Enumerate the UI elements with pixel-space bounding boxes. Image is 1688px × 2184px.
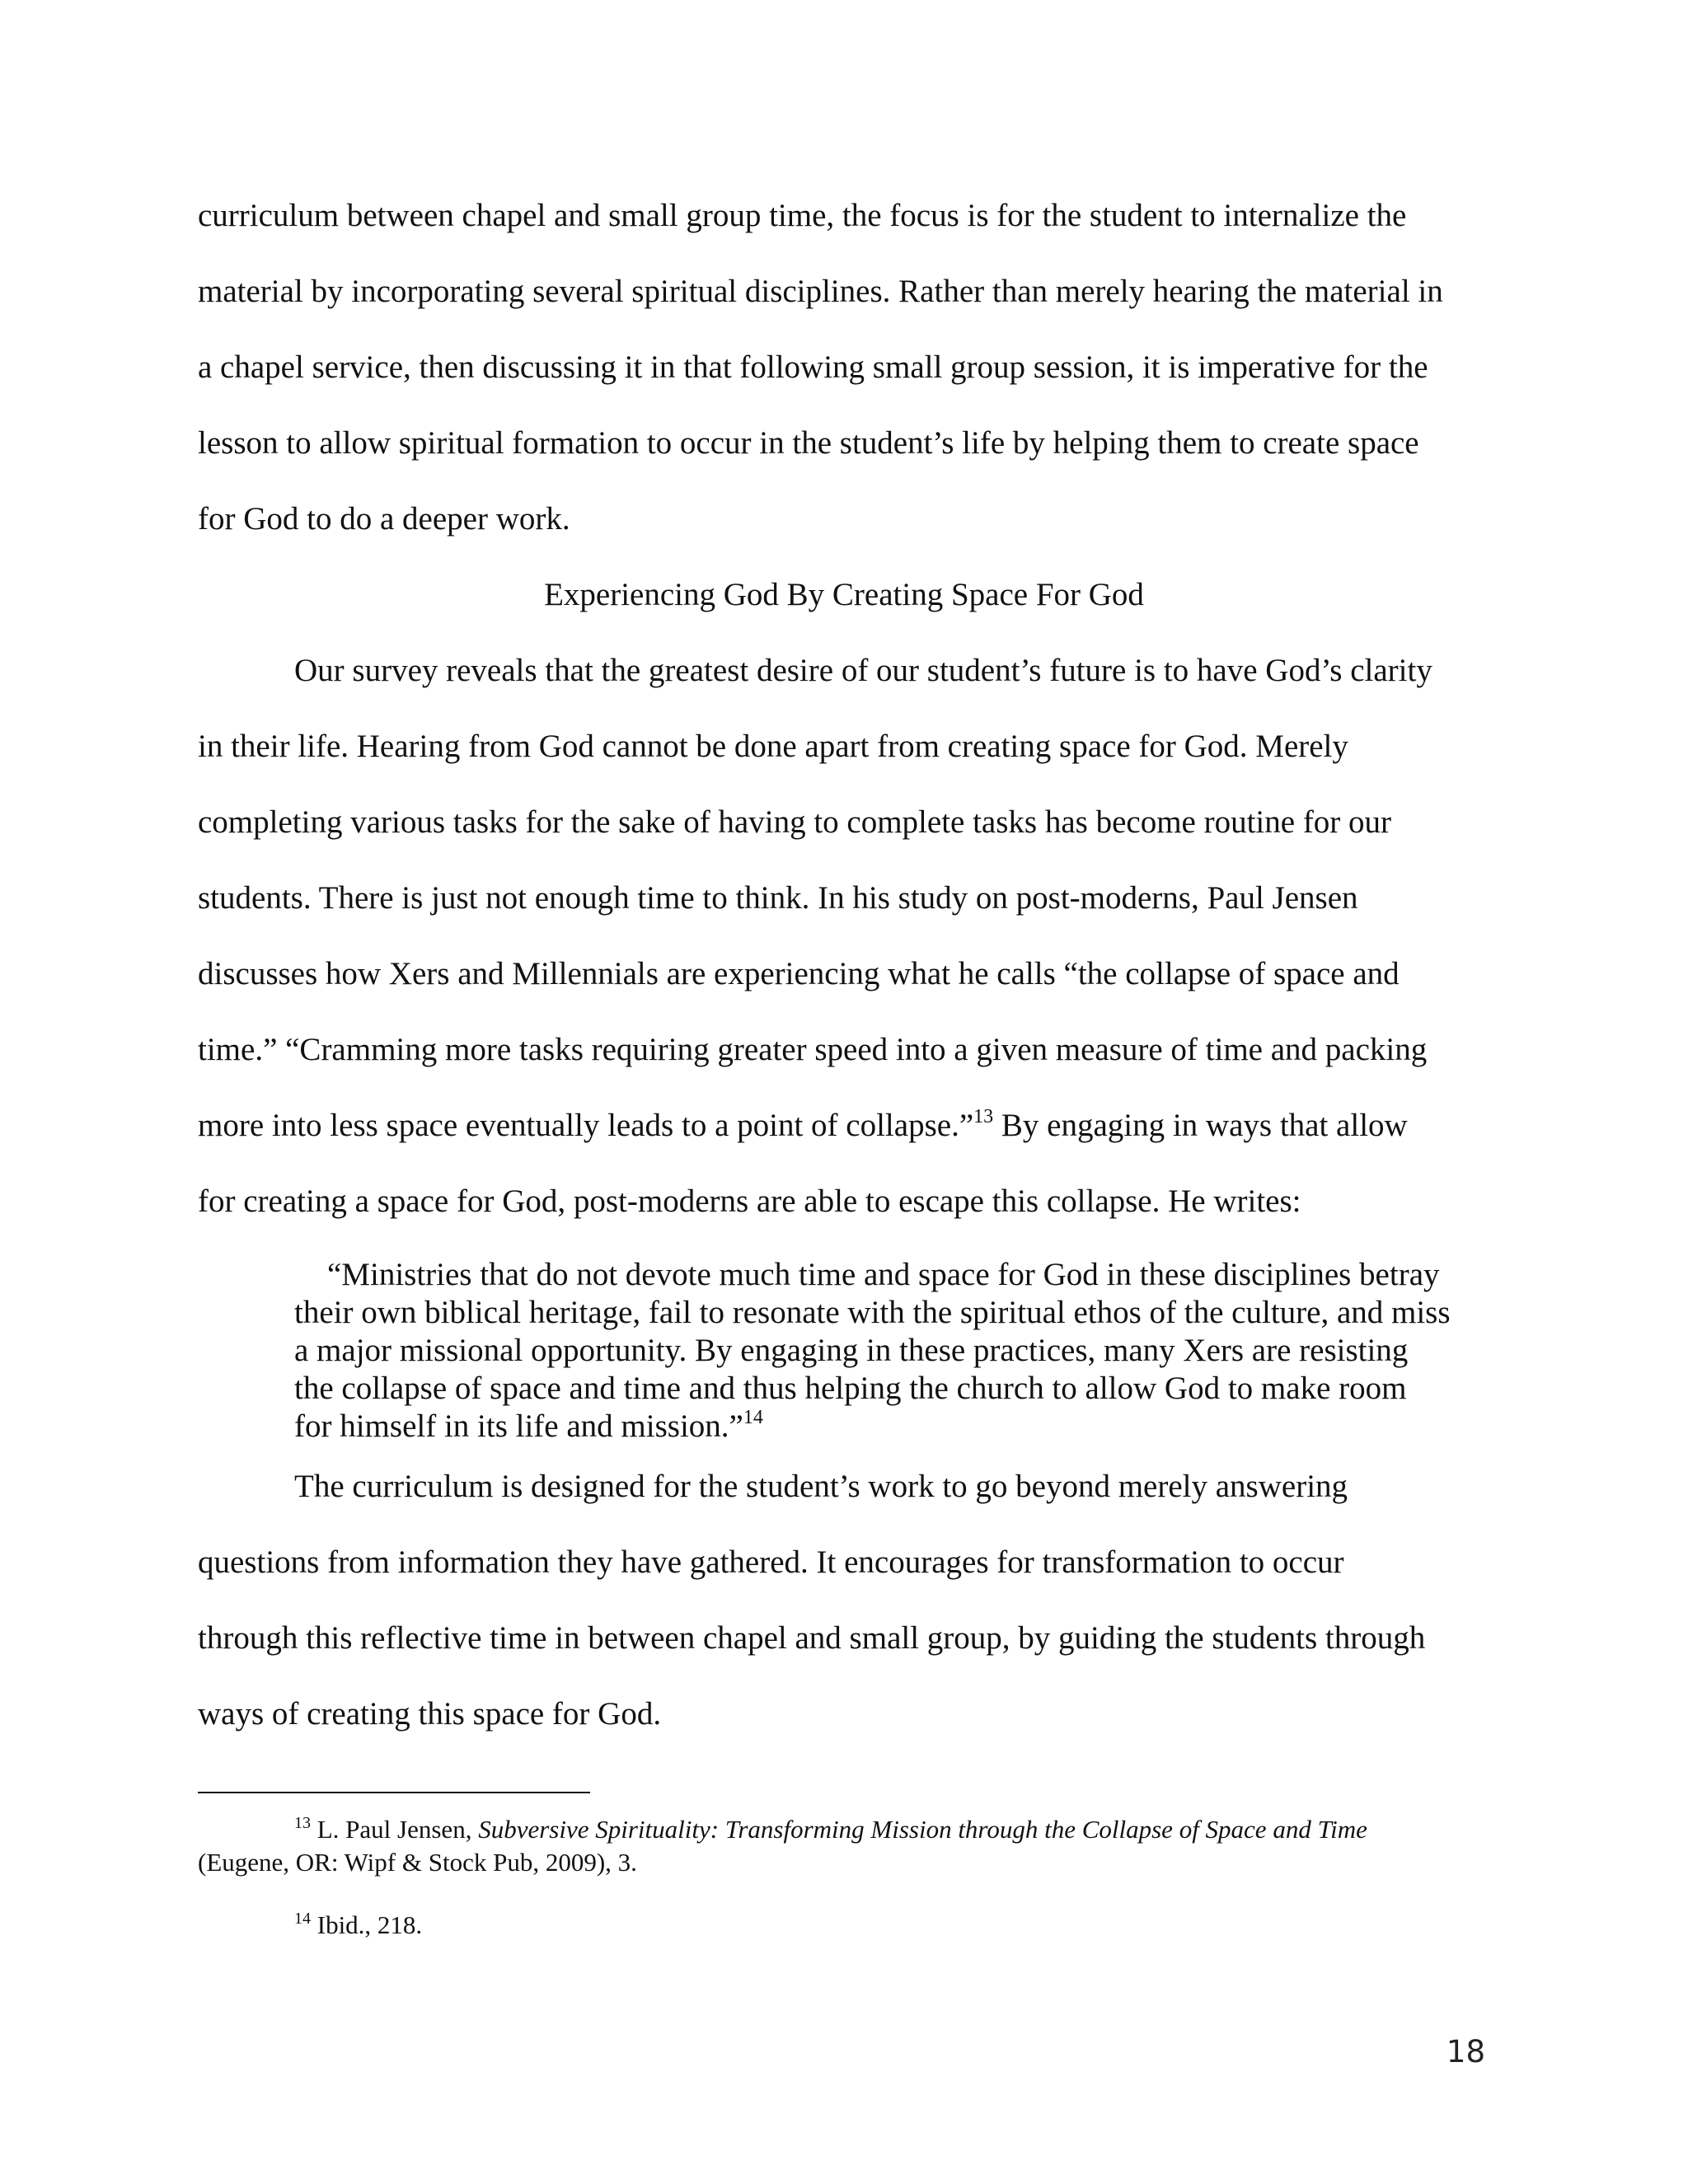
quote-line: [294, 1408, 763, 1446]
footnote-title: Subversive Spirituality: Transforming Mission through the Collapse of Space and Time: [478, 1815, 1367, 1844]
section-heading: Experiencing God By Creating Space For God: [544, 577, 1144, 612]
text-line: through this reflective time in between chapel and small group, by guiding the students through: [198, 1620, 1426, 1656]
text-line: time.” “Cramming more tasks requiring greater speed into a given measure of time and packing: [198, 1032, 1428, 1067]
text-line: discusses how Xers and Millennials are experiencing what he calls “the collapse of space and: [198, 956, 1400, 991]
quote-line: “Ministries that do not devote much time and space for God in these disciplines betray: [327, 1257, 1440, 1292]
footnote-number: 14: [294, 1910, 311, 1928]
text-line: for God to do a deeper work.: [198, 501, 570, 537]
text-span: By engaging in ways that allow: [993, 1108, 1408, 1143]
text-line: a chapel service, then discussing it in that following small group session, it is imperative for the: [198, 349, 1428, 385]
footnote-author: L. Paul Jensen,: [311, 1815, 479, 1844]
footnote-number: 13: [294, 1814, 311, 1832]
text-line: material by incorporating several spiritual disciplines. Rather than merely hearing the material in: [198, 274, 1443, 309]
text-line: questions from information they have gathered. It encourages for transformation to occur: [198, 1544, 1344, 1580]
text-line: completing various tasks for the sake of having to complete tasks has become routine for our: [198, 804, 1392, 840]
footnote-13: [294, 1813, 1367, 1846]
text-line: Our survey reveals that the greatest desire of our student’s future is to have God’s clarity: [294, 653, 1432, 688]
text-line: [198, 1106, 1408, 1146]
page-number: 18: [1446, 2034, 1485, 2069]
footnote-ref-13[interactable]: 13: [973, 1106, 994, 1127]
quote-line: their own biblical heritage, fail to resonate with the spiritual ethos of the culture, and miss: [294, 1295, 1451, 1330]
footnote-separator: [198, 1792, 590, 1793]
text-span: for himself in its life and mission.”: [294, 1408, 743, 1444]
text-span: more into less space eventually leads to a point of collapse.”: [198, 1108, 974, 1143]
quote-line: the collapse of space and time and thus helping the church to allow God to make room: [294, 1371, 1407, 1406]
text-line: students. There is just not enough time to think. In his study on post-moderns, Paul Jensen: [198, 880, 1358, 916]
quote-line: a major missional opportunity. By engaging in these practices, many Xers are resisting: [294, 1333, 1409, 1368]
footnote-14: [294, 1909, 422, 1942]
footnote-text: Ibid., 218.: [311, 1910, 423, 1939]
text-line: in their life. Hearing from God cannot be done apart from creating space for God. Merely: [198, 729, 1348, 764]
text-line: ways of creating this space for God.: [198, 1696, 662, 1732]
footnote-ref-14[interactable]: 14: [743, 1407, 763, 1428]
text-line: curriculum between chapel and small group time, the focus is for the student to internalize the: [198, 198, 1407, 233]
text-line: lesson to allow spiritual formation to occur in the student’s life by helping them to create space: [198, 425, 1419, 461]
text-line: for creating a space for God, post-moderns are able to escape this collapse. He writes:: [198, 1183, 1301, 1219]
text-line: The curriculum is designed for the student’s work to go beyond merely answering: [294, 1469, 1348, 1504]
footnote-13-continuation: (Eugene, OR: Wipf & Stock Pub, 2009), 3.: [198, 1848, 637, 1877]
